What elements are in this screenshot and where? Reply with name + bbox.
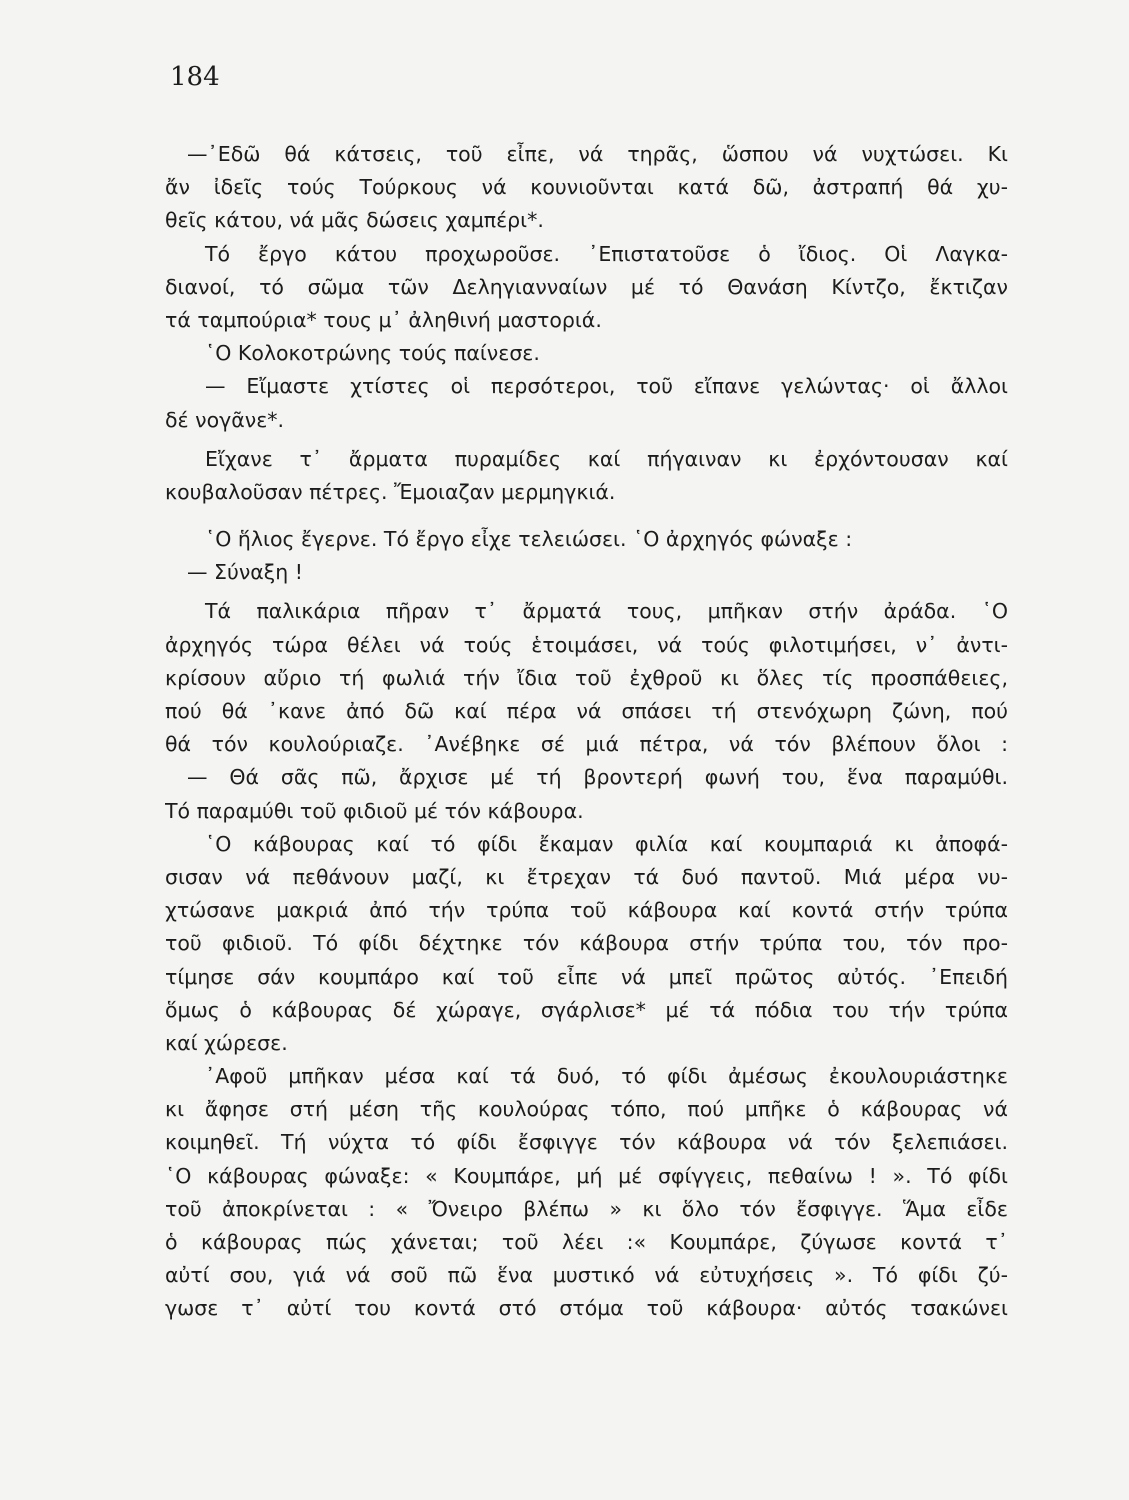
text-line: τοῦ ἀποκρίνεται : « Ὄνειρο βλέπω » κι ὅλο τόν ἔσφιγγε. Ἅμα εἶδε <box>165 1196 1008 1221</box>
text-line: ἄν ἰδεῖς τούς Τούρκους νά κουνιοῦνται κατά δῶ, ἀστραπή θά χυ- <box>165 175 1008 200</box>
text-line: ῾Ο ἥλιος ἔγερνε. Τό ἔργο εἶχε τελειώσει. ῾Ο ἀρχηγός φώναξε : <box>205 527 853 552</box>
text-line: γωσε τ᾿ αὐτί του κοντά στό στόμα τοῦ κάβουρα· αὐτός τσακώνει <box>165 1296 1008 1321</box>
text-line: — Θά σᾶς πῶ, ἄρχισε μέ τή βροντερή φωνή του, ἕνα παραμύθι. <box>187 765 1008 790</box>
page-number: 184 <box>170 62 220 92</box>
text-line: θεῖς κάτου, νά μᾶς δώσεις χαμπέρι*. <box>165 208 544 233</box>
text-line: καί χώρεσε. <box>165 1030 288 1055</box>
text-line: ῾Ο Κολοκοτρώνης τούς παίνεσε. <box>205 341 540 366</box>
text-line: ῾Ο κάβουρας φώναξε: « Κουμπάρε, μή μέ σφίγγεις, πεθαίνω ! ». Τό φίδι <box>165 1163 1008 1188</box>
text-line: αὐτί σου, γιά νά σοῦ πῶ ἕνα μυστικό νά εὐτυχήσεις ». Τό φίδι ζύ- <box>165 1263 1008 1288</box>
text-line: ᾿Αφοῦ μπῆκαν μέσα καί τά δυό, τό φίδι ἀμέσως ἐκουλουριάστηκε <box>205 1064 1008 1089</box>
text-line: τοῦ φιδιοῦ. Τό φίδι δέχτηκε τόν κάβουρα στήν τρύπα του, τόν προ- <box>165 931 1008 956</box>
body-text <box>165 138 1008 1326</box>
text-line: ὅμως ὁ κάβουρας δέ χώραγε, σγάρλισε* μέ τά πόδια του τήν τρύπα <box>165 997 1008 1022</box>
text-line: χτώσανε μακριά ἀπό τήν τρύπα τοῦ κάβουρα καί κοντά στήν τρύπα <box>165 898 1008 923</box>
text-line: θά τόν κουλούριαζε. ᾿Ανέβηκε σέ μιά πέτρα, νά τόν βλέπουν ὅλοι : <box>165 732 1008 757</box>
text-line: — Εἴμαστε χτίστες οἱ περσότεροι, τοῦ εἴπανε γελώντας· οἱ ἄλλοι <box>205 374 1008 399</box>
text-line: — Σύναξη ! <box>187 560 303 585</box>
text-line: ἀρχηγός τώρα θέλει νά τούς ἑτοιμάσει, νά τούς φιλοτιμήσει, ν᾿ ἀντι- <box>165 632 1008 657</box>
text-line: τίμησε σάν κουμπάρο καί τοῦ εἶπε νά μπεῖ πρῶτος αὐτός. ᾿Επειδή <box>165 964 1008 989</box>
text-line: διανοί, τό σῶμα τῶν Δεληγιανναίων μέ τό Θανάση Κίντζο, ἔκτιζαν <box>165 274 1008 299</box>
text-line: —᾿Εδῶ θά κάτσεις, τοῦ εἶπε, νά τηρᾶς, ὥσπου νά νυχτώσει. Κι <box>187 142 1008 166</box>
text-line: Εἴχανε τ᾿ ἄρματα πυραμίδες καί πήγαιναν κι ἐρχόντουσαν καί <box>205 446 1008 471</box>
text-line: τά ταμπούρια* τους μ᾿ ἀληθινή μαστοριά. <box>165 307 602 332</box>
text-line: Τά παλικάρια πῆραν τ᾿ ἄρματά τους, μπῆκαν στήν ἀράδα. ῾Ο <box>205 599 1008 624</box>
text-line: κουβαλοῦσαν πέτρες. Ἔμοιαζαν μερμηγκιά. <box>165 479 616 504</box>
text-line: ὁ κάβουρας πώς χάνεται; τοῦ λέει :« Κουμπάρε, ζύγωσε κοντά τ᾿ <box>165 1230 1008 1254</box>
text-line: δέ νογᾶνε*. <box>165 407 285 432</box>
text-line: πού θά ᾿κανε ἀπό δῶ καί πέρα νά σπάσει τή στενόχωρη ζώνη, πού <box>165 699 1008 723</box>
text-line: Τό ἔργο κάτου προχωροῦσε. ᾿Επιστατοῦσε ὁ ἴδιος. Οἱ Λαγκα- <box>205 241 1008 266</box>
text-line: κρίσουν αὔριο τή φωλιά τήν ἴδια τοῦ ἐχθροῦ κι ὅλες τίς προσπάθειες, <box>165 665 1008 690</box>
text-line: κοιμηθεῖ. Τή νύχτα τό φίδι ἔσφιγγε τόν κάβουρα νά τόν ξελεπιάσει. <box>165 1130 1008 1155</box>
text-line: Τό παραμύθι τοῦ φιδιοῦ μέ τόν κάβουρα. <box>165 798 584 823</box>
text-line: κι ἄφησε στή μέση τῆς κουλούρας τόπο, πού μπῆκε ὁ κάβουρας νά <box>165 1097 1008 1122</box>
text-line: σισαν νά πεθάνουν μαζί, κι ἔτρεχαν τά δυό παντοῦ. Μιά μέρα νυ- <box>165 864 1008 889</box>
text-line: ῾Ο κάβουρας καί τό φίδι ἔκαμαν φιλία καί κουμπαριά κι ἀποφά- <box>205 831 1008 856</box>
